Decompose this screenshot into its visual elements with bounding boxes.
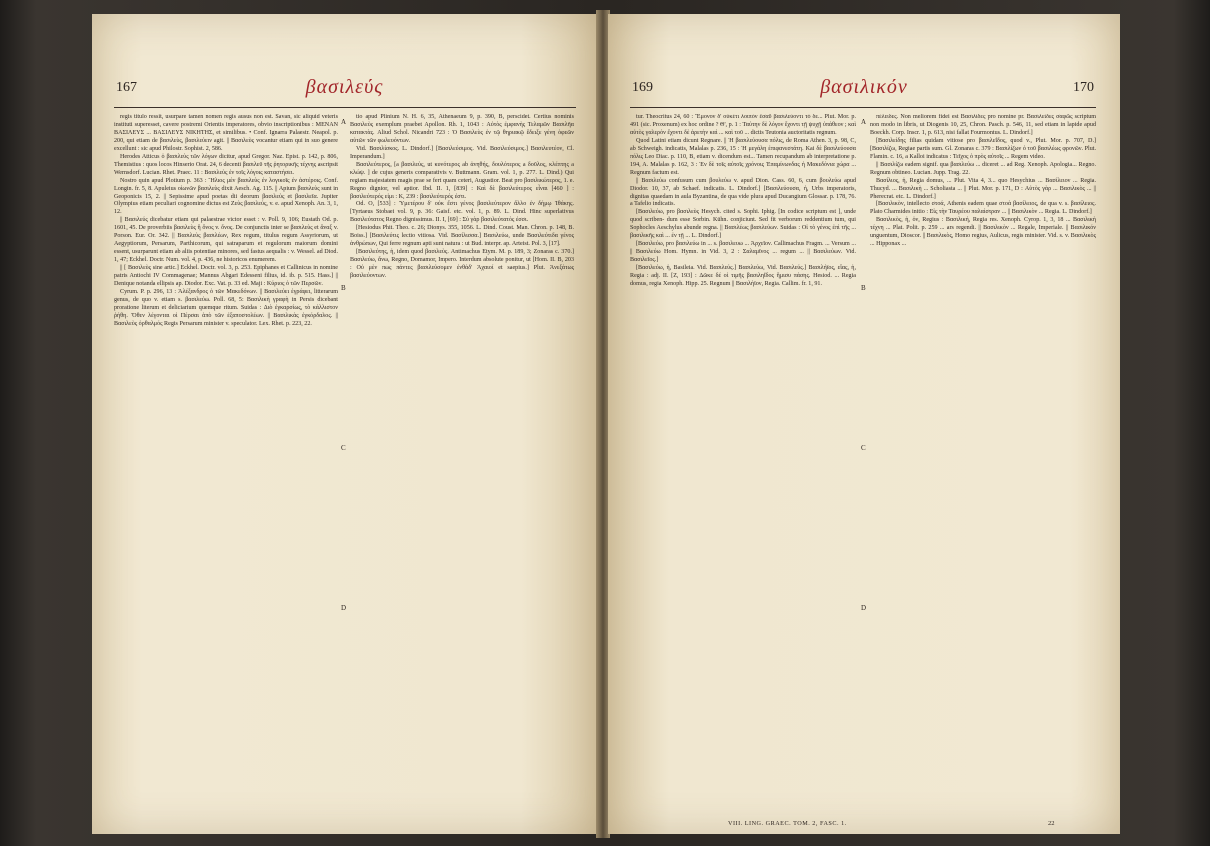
left-header-word: βασιλεύς	[305, 76, 384, 98]
left-col2-para: [Βασιλεύτης, ἡ, idem quod βασιλεὺς. Antimachus Etym. M. p. 189, 3; Zonaras c. 370.] Βασιλεύω, ἄνω, Regno, Domamor, Impero. Interdum absolute ponitur, ut [Hom. II. B, 203 : Οὐ μὲν πως πάντες βασιλεύσομεν ἐνθάδ' Ἀχαιοί et saepius.] Plut. Ἀνεξάτως βασιλεύοντων.	[350, 249, 574, 280]
section-marker: A	[861, 118, 867, 126]
left-col2-para: tio apud Plinium N. H. 6, 35, Athenaeum 9, p. 390, B, perscidet. Certius nominis Βασιλεὺς exemplum praebet Apollon. Rh. 1, 1043 : Αὐτὸς ἐμφανὴς Τελαμῶν Βασιλῆα κατακτὰς. Aliud Schol. Nicandri 723 : Ὁ Βασιλεὺς ἐν τῷ θηριακῷ ἔδειξε γένη ὀφεῶν αὐτῶν τῶν φωλευόντων.	[350, 114, 574, 144]
right-col2-para: [Βασιλικὸν, intellecto στοά, Athenis eadem quae στοὰ βασίλειος, de qua v. s. βασίλειος. Plato Charmides initio : Εἰς τὴν Ταυρέου παλαίστραν ... || Βασιλικὸν ... Regia. L. Dindorf.]	[870, 201, 1096, 216]
right-col2-para: Βασίλιος, ἡ, Regia domus, ... Plut. Vita 4, 3... quo Hesychius ... Βασίλειον ... Regia. Thucyd. ... Βασιλικὴ ... Scholiasta ... || Plut. Mor. p. 171, D : Αὐτὸς γὰρ ... Βασιλικὸς ... || Pherecrat. etc. L. Dindorf.]	[870, 177, 1096, 200]
right-col1-para: [Βασιλεύω, pro βασιλεύω in ... s. βασιλευω ... Ἀρχεῖον. Callimachus Fragm. ... Versum ... || Βασιλεύω Hom. Hymn. in Vid. 3, 2 : Σαλαμῖνος ... regum ... || Βασιλεύων. Vid. Βασιλεῖος.]	[630, 241, 856, 264]
right-col2-para: Βασιλικὸς, ἡ, ὁν, Regius : Βασιλική, Regia res. Xenoph. Cyrop. 1, 3, 18 ... Βασιλικὴ τέχνη ... Plat. Polit. p. 259 ... ars regendi. || Βασιλικὸν ... Regale, Imperiale. || Βασιλικόν unguentum, Dioscor. || Βασιλικὸς, Homo regius, Aulicus, regis minister. Vid. s. v. Βασιλικὸς ... Hipponax ...	[870, 217, 1096, 248]
left-col1-para: || Βασιλεύς dicebatur etiam qui palaestrae victor esset : v. Poll. 9, 106; Eustath Od. p. 1601, 45. De proverbiis βασιλεὺς ἢ ὄνος v. ὄνος. De conjunctis inter se βασιλεὺς et ἄναξ v. Porson. Eur. Or. 342. || Βασιλεὺς βασιλέων, Rex regum, titulus regum Assyriorum, ut Aegyptiorum, Persarum, Parthicorum, qui satraparum et regulorum maiorum domini essent, usurparunt etiam ab aliis potentiae minores, sed fastus aequalis : v. Wessel. ad Diod. 1, 47; Eckhel. Doctr. Num. vol. 4, p. 436, ne historicos enumerem.	[114, 217, 338, 264]
left-col1-para: Herodes Atticus ὁ βασιλεὺς τῶν λόγων dicitur, apud Gregor. Naz. Epist. p. 142, p. 806, Themistius : quos locos Hinserio Orat. 24, 6 decenti βασιλεῦ τῆς ῥητορικῆς τέχνης ascripsit Wernsdorf. Lucian. Rhet. Praec. 11 : Βασιλεὺς ἐν τοῖς λόγοις καταστήσει.	[114, 153, 338, 176]
right-header-word: βασιλικόν	[820, 76, 908, 98]
left-column-2	[350, 114, 574, 814]
right-col2-para: || Βασιλίζω eadem signif. qua βασιλεύω ... diceret ... ad Reg. Xenoph. Apologia... Regno. Regnum obtineo. Lucian. Jupp. Trag. 22.	[870, 161, 1096, 176]
sheet-number: 22	[1048, 820, 1055, 827]
left-col2-para: Βασιλεύτερος, [a βασιλεὺς, ut κυνότερος ab ἀνηθής, δουλότερος a δοῦλος, κλέπτης a κλώψ. ] de cujus generis comparativis v. Buttmann. Gram. vol. 1, p. 277. L. Dind.) Qui regiam majestatem magis prae se fert quam ceteri, Augustior. Beat pro βασιλικώτερος, 1. e. Regno dignior, vel aptior. Ibd. II. 1, [839] : Καὶ δὲ βασιλεύτερος εἶναι [460 ] : βασιλεύτερός εἰμι : K, 239 : βασιλεύτερός ἐστι.	[350, 161, 574, 200]
left-col1-para: Cyrum. P. p. 296, 13 : Ἀλέξανδρος ὁ τῶν Μακεδόνων. || Βασιλεύει ἐγράφει, litterarum genus, de quo v. etiam s. βασιλεύω. Poll. 68, 5: Βασιλικὴ γραφὴ in Persis dicebant proratione literum et deliciarium quemque ritum. Suidas : Διὸ ἐγκαρσίως, τὸ κάλλιστον ῥήθη. Ὅθεν λέγονται οἱ Πέρσαι ἀπὸ τῶν ἐξαποστολέων. || Βασιλικὰς ἐγκόρδαλος. || Βασιλεὺς ὀρθαλμός Regis Persarum minister v. speculator. Lex. Rhet. p. 223, 22.	[114, 288, 338, 327]
right-col2-para: [Βασιλείδης filias quidam vitiose pro βασιλεΐδος, quod v., Plut. Mor. p. 707, D.] [Βασιλίζω, Regiae partis sum. Gl. Zonaras c. 379 : Βασιλίζων ὁ τοῦ βασιλέως φρονῶν. Plut. Flamin. c. 16, a Kalloi indicatus : Τεῖχος ὁ πρὸς αὐτοῖς ... Regem video.	[870, 137, 1096, 160]
right-col2-para: πέλειδες. Non meliorem fidei est Βασιλίδες pro nomine pr. Βασιλείδες σαφῶς scriptum non modo in libris, ut Diogenis 10, 25, Chron. Pasch. p. 546, 11, sed etiam in lapide apud Boeckh. Corp. Inscr. 1, p. 613, nisi fallat Fourmontus. L. Dindorf.]	[870, 114, 1096, 136]
right-col1-para: Quod Latini etiam dicunt Regnare. || Ἡ βασιλεύουσα πόλις, de Roma Athen. 3, p. 98, C, ab Schweigh. indicatis, Malalas p. 236, 15 : Ἡ μεγάλη ἐπιφανεστάτη. Kai δὲ βασιλεύουσα πόλις Leo Diac. p. 110, B, etiam v. dicendum est... Tamen recupandum ab interpretatione p. 194, A. Malalas p. 162, 3 : Ἐν δὲ τοῖς αὐτοῖς χρόνοις Ἐπαμίνωνδας ἡ Μακεδόνια χώρα ... Regnum factum est.	[630, 137, 856, 176]
section-marker: B	[341, 284, 346, 292]
left-header-rule	[114, 107, 576, 108]
left-col1-para: Nostro quin apud Plotium p. 363 : Ἥλιος μὲν βασιλεὺς ἐν λογικοῖς ἐν ἀστέροις. Conf. Longin. fr. 5, 8. Apuleius οἰωνῶν βασιλεὺς dixit Aesch. Ag. 115. || Apium βασιλεὺς sunt in Geoponicis 15, 2. || Sepissime apud poetas dii deorum βασιλεὺς et βασιλεῖα. Jupiter Olympius etiam peculiari cognomine dictus est Ζεὺς βασιλεύς, v. e. apud Xenoph. An. 3, 1, 12.	[114, 177, 338, 216]
right-page-number-2: 170	[1073, 80, 1094, 95]
left-col1-para: || [ Βασιλεὺς sine artic.] Eckhel. Doctr. vol. 3, p. 253. Epiphanes et Callinicus in nomine patris Antiochi IV Commagenae; Mannus Abgari Edesseni filius, id. ib. p. 515. Hass.] || Denique notanda ellipsis ap. Diodor. Exc. Vat. p. 33 ed. Maji : Κύριος ὁ τῶν Περσῶν.	[114, 265, 338, 288]
left-col1-para: regis titulo ressit, usurpare tamen nomen regis ausus non est. Savan, sic aliquid veteris instituti superesset, cavere postremi Orientis imperatores, obvio inscriptionibus : ΜΕΝΑΝ ΒΑΣΙΛΕΥΣ ... ΒΑΣΙΛΕΥΣ ΝΙΚΗΤΗΣ, et similibus. • Conf. Ignarra Palaestr. Neapol. p. 200, qui etiam de βασιλεὺς, βασιλεύειν agit. || Βασιλεὺς vocantur etiam qui in suo genere excellunt : sic apud Philostr. Sophist. 2, 586.	[114, 114, 338, 152]
left-col2-para: [Hesiodus Phit. Theo. c. 26; Dionys. 355, 1056. L. Dind. Coust. Man. Chron. p. 148, B. Boiss.] [Βασιλεύτις lectio vitiosa. Vid. Βασίλισσα.] Βασιλεύω, unde Βασιλεύτιδα γένος ἀνθρώπων, Qui ferre regnum apti sunt natura : ut Bud. interpr. ap. Arteist. Pol. 3, [17].	[350, 225, 574, 248]
left-column-1	[114, 114, 338, 814]
signature-line: VIII. LING. GRAEC. TOM. 2, FASC. 1.	[728, 820, 847, 827]
section-marker: B	[861, 284, 866, 292]
right-header-rule	[630, 107, 1096, 108]
right-col1-para: tur. Theocritus 24, 60 : Ἔμονον δ' οὐκέτι λοιπὸν ἔσαῦ βασιλεύοντι τὸ δε... Plut. Mor. p. 491 (sic. Proxenum) ex hoc ordine ? Θ', p. 1 : Ταύτην δὲ λόγον ἔχοντι τῇ ψυχῇ ὑπάθεον ; καὶ αὐτὸς γαλερὸν ἔχοντι δὲ ἀρετὴν καὶ ... καὶ τοῦ ... dictis Teutonia auctoritatis regnum.	[630, 114, 856, 136]
right-page-number: 169	[632, 80, 653, 95]
section-marker: D	[341, 604, 347, 612]
left-col2-para: Vid. Βασιλίσκος. L. Dindorf.] [Βασιλεύσιμος. Vid. Βασιλεύσιμος.] Βασιλευτέον, Cl. Imperandum.]	[350, 145, 574, 160]
left-col2-para: Od. O, [533] : Ὑμετέρου δ' οὐκ ἔστι γένος βασιλεύτερον ἄλλο ἐν δήμῳ Ἰθάκης. [Tyrtaeus Stobaei vol. 9, p. 36: Gaisf. etc. vol. 1, p. 89. L. Dind. Hinc superlativus Βασιλεύτατος Regno dignissimus. II. I, [69] : Σὺ γὰρ βασιλεύτατός ἐσσι.	[350, 201, 574, 224]
right-column-1	[630, 114, 856, 814]
section-marker: A	[341, 118, 347, 126]
right-col1-para: [Βασιλεύω, ἡ, Basileia. Vid. Βασιλεύς.] Βασιλεύω, Vid. Βασιλεύς.] Βασιλήϊος, εἴας, ἡ, Regia : adj. II. [Z, 193] : Δῶκε δέ οἱ τιμῆς βασιληΐδος ἥμισυ πάσης. Hesiod. ... Regia domus, regia Xenoph. Hipp. 25. Regnum || Βασιλήϊον, Regia. Callim. fr. 1, 91.	[630, 265, 856, 288]
right-page	[608, 14, 1120, 834]
right-col1-para: [Βασιλεύω, pro βασιλεὺς Hesych. cited s. Sophi. Iphig. [In codice scriptum est ], unde quod scriben- dum esse Sorbin. Kühn. conjiciunt. Sed fit verborum reddentium tum, qui Sophocles Aeschylus abunde regna. || Βασιλέως βασιλεύων. Suidas : Οἱ τὸ γένος ἐπὶ τῆς ... βασιλικῆς καὶ ... ἐν τῇ ... L. Dindorf.]	[630, 209, 856, 240]
section-marker: C	[341, 444, 346, 452]
section-marker: C	[861, 444, 866, 452]
right-col1-para: || Βασιλεύω confusum cum βουλεύω v. apud Dion. Cass. 60, 6, cum βουλεύω apud Diodor. 10, 37, ab Schaef. indicatis. L. Dindorf.] [Βασιλεύουσα, ἡ, Urbs imperatoris, dignitas quaedam in aula Byzantina, de qua vide plura apud Ducangium Glossar. p. 178, 76. a Tafelio indicatis.	[630, 177, 856, 208]
right-page-header	[608, 76, 1120, 106]
left-page-number: 167	[116, 80, 137, 95]
section-marker: D	[861, 604, 867, 612]
left-page-header	[92, 76, 597, 106]
left-page	[92, 14, 597, 834]
right-column-2	[870, 114, 1096, 814]
